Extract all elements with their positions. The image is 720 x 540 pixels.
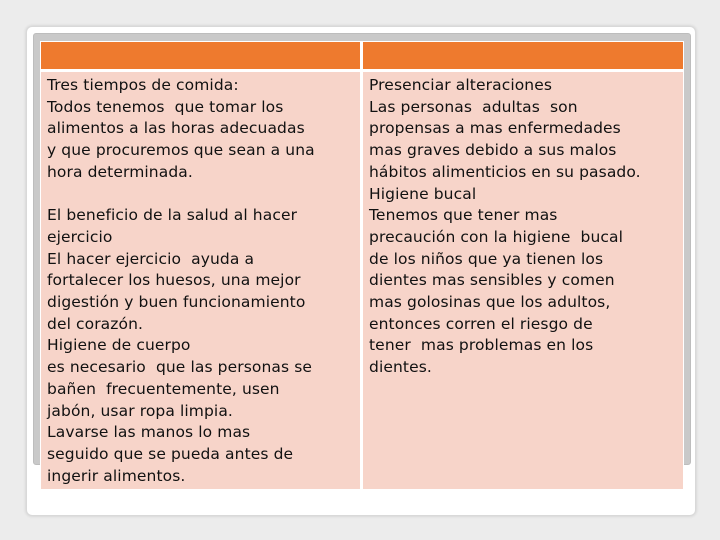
right-line: entonces corren el riesgo de <box>369 314 593 333</box>
right-line: mas golosinas que los adultos, <box>369 293 611 312</box>
left-line: Tres tiempos de comida: <box>47 76 239 94</box>
left-line: Todos tenemos que tomar los <box>47 97 284 116</box>
paragraph-gap <box>47 184 354 206</box>
left-line: jabón, usar ropa limpia. <box>47 401 233 420</box>
left-line: Lavarse las manos lo mas <box>47 423 251 442</box>
left-line: fortalecer los huesos, una mejor <box>47 271 301 290</box>
table-header-right <box>363 42 683 69</box>
left-line: seguido que se pueda antes de <box>47 444 294 463</box>
left-line: ejercicio <box>47 227 113 246</box>
left-line: y que procuremos que sean a una <box>47 141 315 160</box>
left-line: del corazón. <box>47 314 144 333</box>
left-line: hora determinada. <box>47 162 193 181</box>
left-line: digestión y buen funcionamiento <box>47 293 306 312</box>
right-line: Las personas adultas son <box>369 97 578 116</box>
left-line: Higiene de cuerpo <box>47 336 191 355</box>
right-line: propensas a mas enfermedades <box>369 119 621 138</box>
left-line: ingerir alimentos. <box>47 466 186 485</box>
right-line: Tenemos que tener mas <box>369 206 558 225</box>
right-line: dientes. <box>369 358 432 377</box>
left-line: El beneficio de la salud al hacer <box>47 206 298 225</box>
right-line: mas graves debido a sus malos <box>369 141 617 160</box>
right-line: hábitos alimenticios en su pasado. <box>369 162 641 181</box>
table-header-left <box>41 42 360 69</box>
table-cell-right <box>363 72 683 489</box>
left-line: El hacer ejercicio ayuda a <box>47 249 255 268</box>
left-line: es necesario que las personas se <box>47 358 313 377</box>
left-line: alimentos a las horas adecuadas <box>47 119 305 138</box>
right-line: precaución con la higiene bucal <box>369 227 624 246</box>
left-line: bañen frecuentemente, usen <box>47 379 280 398</box>
content-table <box>40 41 684 490</box>
table-cell-left <box>41 72 360 489</box>
right-line: de los niños que ya tienen los <box>369 249 604 268</box>
right-line: Higiene bucal <box>369 184 477 203</box>
right-line: Presenciar alteraciones <box>369 76 553 94</box>
right-line: tener mas problemas en los <box>369 336 594 355</box>
right-line: dientes mas sensibles y comen <box>369 271 615 290</box>
